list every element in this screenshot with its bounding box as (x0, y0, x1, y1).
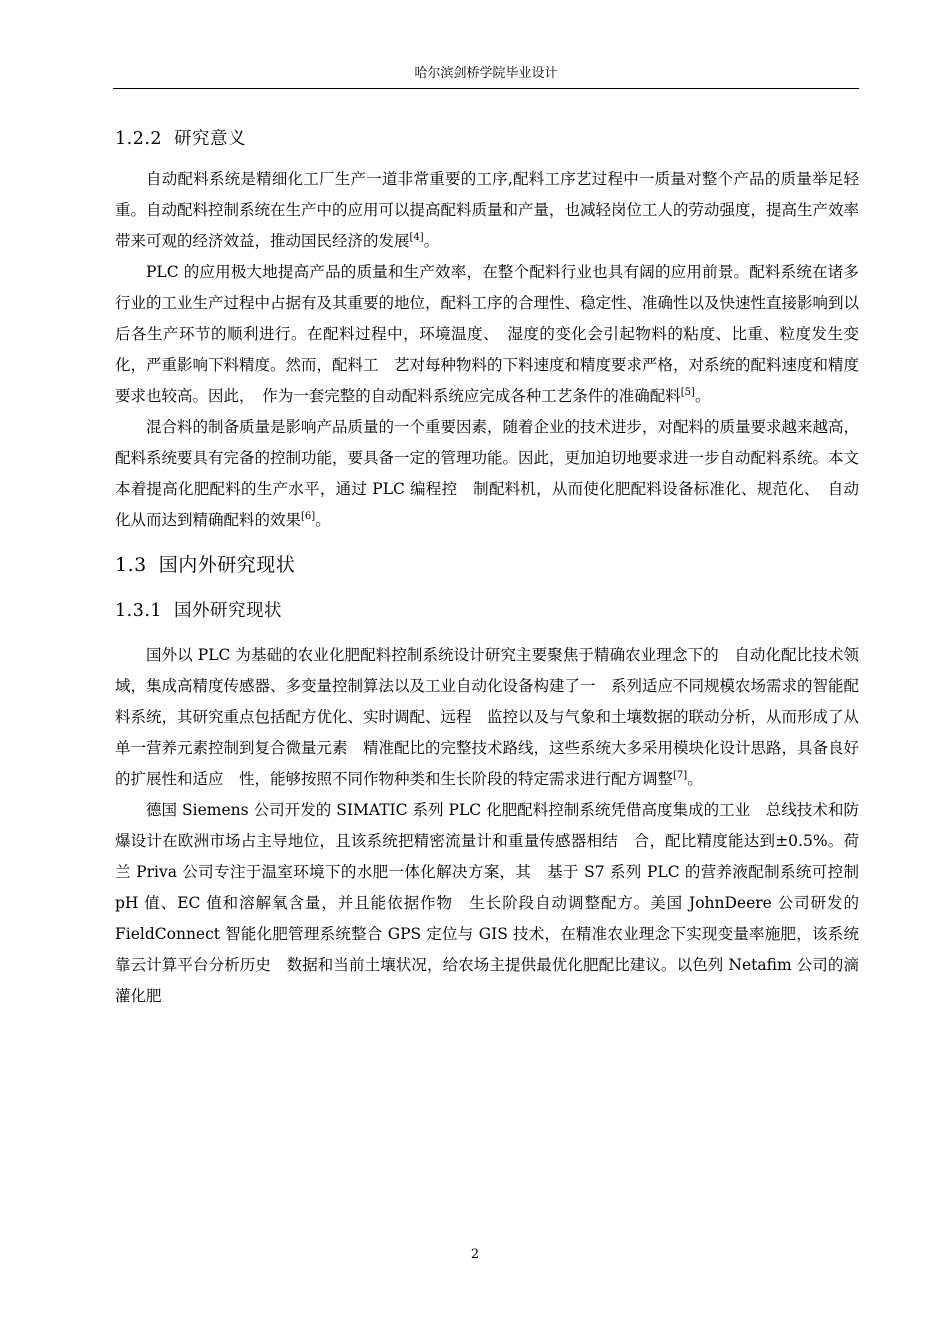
paragraph (115, 164, 859, 257)
paragraph-tail: 。 (315, 511, 331, 529)
paragraph-tail: 。 (694, 387, 711, 405)
section-title: 研究意义 (174, 129, 247, 149)
paragraph-text: 德国 Siemens 公司开发的 SIMATIC 系列 PLC 化肥配料控制系统凭借高度集成的工业 总线技术和防爆设计在欧洲市场占主导地位，且该系统把精密流量计和重量传感器相结 合，配比精度能达到±0.5%。荷兰 Priva 公司专注于温室环境下的水肥一体化解决方案，其 基于 S7 系列 PLC 的营养液配制系统可控制 pH 值、EC 值和溶解氧含量，并且能依据作物 生长阶段自动调整配方。美国 JohnDeere 公司研发的 FieldConnect 智能化肥管理系统整合 GPS 定位与 GIS 技术，在精准农业理念下实现变量率施肥，该系统靠云计算平台分析历史 数据和当前土壤状况，给农场主提供最优化肥配比建议。以色列 Netafim 公司的滴灌化肥 (115, 801, 859, 1005)
section-number: 1.3.1 (115, 601, 163, 621)
paragraph-text: PLC 的应用极大地提高产品的质量和生产效率，在整个配料行业也具有阔的应用前景。配料系统在诸多行业的工业生产过程中占据有及其重要的地位，配料工序的合理性、稳定性、准确性以及快速性直接影响到以后各生产环节的顺利进行。在配料过程中，环境温度、 湿度的变化会引起物料的粘度、比重、粒度发生变化，严重影响下料精度。然而，配料工 艺对每种物料的下料速度和精度要求严格，对系统的配料速度和精度要求也较高。因此， 作为一套完整的自动配料系统应完成各种工艺条件的准确配料 (115, 263, 860, 405)
paragraph (115, 257, 859, 412)
citation: [6] (301, 511, 316, 522)
section-heading-1-2-2 (115, 124, 859, 154)
section-title: 国内外研究现状 (158, 554, 296, 576)
section-number: 1.3 (115, 554, 147, 576)
page-header (113, 64, 859, 89)
citation: [4] (409, 232, 424, 243)
section-number: 1.2.2 (115, 129, 163, 149)
paragraph-tail: 。 (687, 770, 703, 788)
paragraph (115, 412, 859, 536)
section-title: 国外研究现状 (174, 601, 283, 621)
paragraph-text: 国外以 PLC 为基础的农业化肥配料控制系统设计研究主要聚焦于精确农业理念下的 自动化配比技术领域，集成高精度传感器、多变量控制算法以及工业自动化设备构建了一 系列适应不同规模农场需求的智能配料系统，其研究重点包括配方优化、实时调配、远程 监控以及与气象和土壤数据的联动分析，从而形成了从单一营养元素控制到复合微量元素 精准配比的完整技术路线，这些系统大多采用模块化设计思路，具备良好的扩展性和适应 性，能够按照不同作物种类和生长阶段的特定需求进行配方调整 (115, 646, 860, 788)
paragraph-text: 混合料的制备质量是影响产品质量的一个重要因素，随着企业的技术进步，对配料的质量要求越来越高，配料系统要具有完备的控制功能，要具备一定的管理功能。因此，更加迫切地要求进一步自动配料系统。本文本着提高化肥配料的生产水平，通过 PLC 编程控 制配料机，从而使化肥配料设备标准化、规范化、 自动化从而达到精确配料的效果 (115, 418, 860, 529)
paragraph-tail: 。 (423, 232, 440, 250)
paragraph (115, 640, 859, 795)
section-heading-1-3 (115, 550, 859, 580)
paragraph (115, 795, 859, 1012)
header-title: 哈尔滨剑桥学院毕业设计 (414, 66, 558, 81)
paragraph-text: 自动配料系统是精细化工厂生产一道非常重要的工序,配料工序艺过程中一质量对整个产品的质量举足轻重。自动配料控制系统在生产中的应用可以提高配料质量和产量，也减轻岗位工人的劳动强度，提高生产效率带来可观的经济效益，推动国民经济的发展 (115, 170, 860, 250)
document-body (115, 124, 859, 1012)
section-heading-1-3-1 (115, 596, 859, 626)
citation: [7] (673, 770, 688, 781)
page-number: 2 (470, 1247, 480, 1262)
citation: [5] (680, 387, 695, 398)
